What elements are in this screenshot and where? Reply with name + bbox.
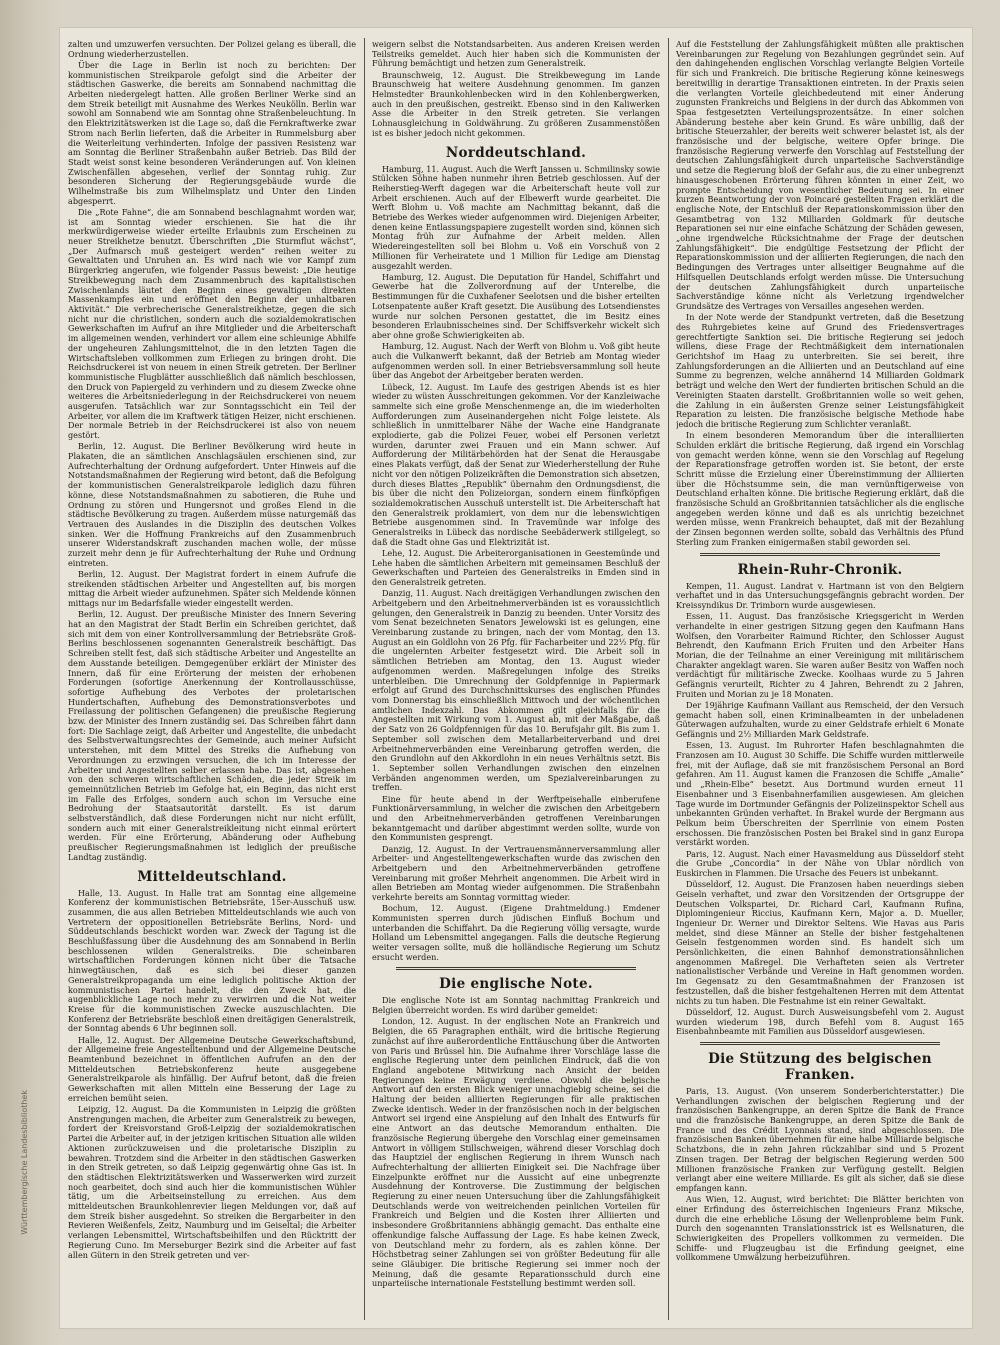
paragraph: Hamburg, 12. August. Die Deputation für Handel, Schiffahrt und Gewerbe hat die Zollverordnung auf der Unterelbe, die Bestimmungen für die Cuxhafener Seelotsen und die bisher erteilten Lotsenpatente außer Kraft gesetzt. Die Ausübung des Lotsendienstes wurde nur solchen Personen gestattet, die im Besitz eines besonderen Erlaubnisscheines sind. Der Schiffsverkehr wickelt sich aber ohne große Schwierigkeiten ab.: [372, 271, 660, 340]
section-heading-englische-note: Die englische Note.: [439, 976, 593, 993]
paragraph: Essen, 13. August. Im Ruhrorter Hafen beschlagnahmten die Franzosen am 10. August 30 Schiffe. Die Schiffe wurden mittlerweile frei, mit der Auflage, daß sie mit französischem Personal an Bord gefahren. Am 11. August kamen die Franzosen die Schiffe „Amalie“ und „Rhein-Elbe“ besetzt. Aus Dortmund wurden erneut 11 Eisenbahner und 3 Eisenbahnerfamilien ausgewiesen. Am gleichen Tage wurde im Dortmunder Gefängnis der Polizeiinspektor Schell aus unbekannten Gründen verhaftet. In Brakel wurde der Bergmann aus Pelkum beim Überschreiten der Sperrlinie von einem Posten erschossen. Die französischen Posten bei Brakel sind in ganz Europa verstärkt worden.: [676, 740, 964, 848]
paragraph: Braunschweig, 12. August. Die Streikbewegung im Lande Braunschweig hat weitere Ausdehnung genommen. Im ganzen Helmstedter Braunkohlenbecken wird in den Kohlenbergwerken, auch in den preußischen, gestreikt. Ebenso sind in den Kaliwerken Asse die Arbeiter in den Streik getreten. Sie verlangen Lohnausgleichung in Goldwährung. Zu größeren Zusammenstößen ist es bisher jedoch nicht gekommen.: [372, 69, 660, 138]
paragraph: Essen, 11. August. Das französische Kriegsgericht in Werden verhandelte in einer gestrigen Sitzung gegen den Kaufmann Hans Wolfsen, den Vorarbeiter Raimund Richter, den Schlosser August Behrendt, den Kaufmann Erich Fruiten und den Arbeiter Hans Morian, die der Teilnahme an einer Vereinigung mit militärischem Charakter angeklagt waren. Sie waren außer Besitz von Waffen noch verdächtigt für militärische Zwecke. Koolhaas wurde zu 5 Jahren Gefängnis verurteilt, Richter zu 4 Jahren, Behrendt zu 2 Jahren, Fruiten und Morian zu je 18 Monaten.: [676, 611, 964, 699]
section-heading-mitteldeutschland: Mitteldeutschland.: [137, 868, 287, 885]
paragraph: weigern selbst die Notstandsarbeiten. Aus anderen Kreisen werden Teilstreiks gemeldet. Auch hier haben sich die Kommunisten der Führung bemächtigt und hetzen zum Generalstreik.: [372, 40, 660, 69]
paragraph: Kempen, 11. August. Landrat v. Hartmann ist von den Belgiern verhaftet und in das Untersuchungsgefängnis gebracht worden. Der Kreissyndikus Dr. Trimborn wurde ausgewiesen.: [676, 580, 964, 610]
paragraph: Berlin, 12. August. Die Berliner Bevölkerung wird heute in Plakaten, die an sämtlichen Anschlagsäulen erschienen sind, zur Aufrechterhaltung der Ordnung aufgefordert. Unter Hinweis auf die Notstandsmaßnahmen der Regierung wird betont, daß die Befolgung der kommunistischen Generalstreikparole lediglich dazu führen könne, diese Notstandsmaßnahmen zu sabotieren, die Ruhe und Ordnung zu stören und Hungersnot und großes Elend in die städtische Bevölkerung zu tragen. Außerdem müsse naturgemäß das Vertrauen des Auslandes in die Disziplin des deutschen Volkes sinken. Wer die Hoffnung Frankreichs auf den Zusammenbruch unserer Widerstandskraft zuschanden machen wolle, der müsse zurzeit mehr denn je für Aufrechterhaltung der Ruhe und Ordnung eintreten.: [68, 441, 356, 568]
paragraph: Der 19jährige Kaufmann Vaillant aus Remscheid, der den Versuch gemacht haben soll, einen Kriminalbeamten in der unbeladenen Güterwagen aufzuhalten, wurde zu einer Geldstrafe erhielt 6 Monate Gefängnis und 2½ Milliarden Mark Geldstrafe.: [676, 700, 964, 740]
newspaper-page: [60, 28, 972, 1328]
section-heading-norddeutschland: Norddeutschland.: [445, 144, 587, 161]
binding-mark: Württembergische Landesbibliothek: [20, 1090, 29, 1235]
paragraph: Berlin, 12. August. Der preußische Minister des Innern Severing hat an den Magistrat der Stadt Berlin ein Schreiben gerichtet, daß sich mit dem von einer Kontrollversammlung der Betriebsräte Groß-Berlins beschlossenen sogenannten Generalstreik beschäftigt. Das Schreiben stellt fest, daß sich städtische Arbeiter und Angestellte an dem Ausstande beteiligen. Demgegenüber erklärt der Minister des Innern, daß für eine Erörterung der meisten der erhobenen Forderungen (sofortige Anerkennung der Kontrollausschüsse, sofortige Aufhebung des Verbotes der proletarischen Hundertschaften, Aufhebung des Demonstrationsverbotes und Freilassung der politischen Gefangenen) die preußische Regierung bzw. der Minister des Innern zuständig sei. Das Schreiben fährt dann fort: Die Sachlage zeigt, daß Arbeiter und Angestellte, die unbedacht des Selbstverwaltungsrechtes der Gemeinde, auch meiner Aufsicht unterstehen, mit dem Mittel des Streiks die Aufhebung von Verordnungen zu erzwingen versuchen, die ich im Interesse der Arbeiter und Angestellten selber erlassen habe. Das ist, abgesehen von den schweren wirtschaftlichen Schäden, die jeder Streik im gemeinnützlichen Betrieb im Gefolge hat, ein Beginn, das nicht erst im Falle des Erfolges, sondern auch schon im Versuche eine Bedrohung der Staatsautorität darstellt. Es ist darum selbstverständlich, daß diese Forderungen nicht nur nicht erfüllt, sondern auch mit einer Generalstreikleitung nicht einmal erörtert werden. Für eine Erörterung, Abänderung oder Aufhebung preußischer Regierungsmaßnahmen ist lediglich der preußische Landtag zuständig.: [68, 609, 356, 862]
paragraph: Lehe, 12. August. Die Arbeiterorganisationen in Geestemünde und Lehe haben die sämtlichen Arbeitern mit gemeinsamen Beschluß der Gewerkschaften und Parteien des Generalstreiks in Emden sind in den Generalstreik getreten.: [372, 547, 660, 588]
paragraph: Düsseldorf, 12. August. Die Franzosen haben neuerdings sieben Geiseln verhaftet, und zwar den Vorsitzenden der Ortsgruppe der Deutschen Volkspartei, Dr. Richard Carl, Kaufmann Rufina, Diplomingenieur Riccius, Kaufmann Kern, Major a. D. Mueller, Ingenieur Dr. Werner und Direktor Seltens. Wie Havas aus Paris meldet, sind diese Männer an Stelle der bisher festgehaltenen Geiseln festgenommen worden sind. Es handelt sich um Persönlichkeiten, die einen Bahnhof demonstrationsähnlichen angenommen Maßregel. Die Verhafteten seien als Vertreter nationalistischer Verbände und Vereine in Haft genommen worden. Im Gegensatz zu den Gesamtmaßnahmen der Franzosen ist festzustellen, daß die bisher festgehaltenen Herren mit dem Attentat nichts zu tun haben. Die Festnahme ist ein reiner Gewaltakt.: [676, 879, 964, 1006]
column-1: [68, 40, 356, 1320]
paragraph: Paris, 13. August. (Von unserem Sonderberichterstatter.) Die Verhandlungen zwischen der belgischen Regierung und der französischen Bankengruppe, an deren Spitze die Bank de France und die französische Bankengruppe, an deren Spitze die Bank de France und des Crédit Lyonnais stand, sind abgeschlossen. Die französischen Banken übernehmen für eine halbe Milliarde belgische Schatzbons, die in zehn Jahren rückzahlbar sind und 5 Prozent Zinsen tragen. Der Betrag der belgischen Regierung werden 500 Millionen französische Franken zur Verfügung gestellt. Belgien verlangt aber eine weitere Milliarde. Es gilt als sicher, daß sie diese empfangen kann.: [676, 1085, 964, 1193]
paragraph: Berlin, 12. August. Der Magistrat fordert in einem Aufrufe die streikenden städtischen Arbeiter und Angestellten auf, bis morgen mittag die Arbeit wieder aufzunehmen. Später sich Meldende können mittags nur im Bedarfsfalle wieder eingestellt werden.: [68, 568, 356, 609]
paragraph: Hamburg, 12. August. Nach der Werft von Blohm u. Voß gibt heute auch die Vulkanwerft bekannt, daß der Betrieb am Montag wieder aufgenommen werden soll. In einer Betriebsversammlung soll heute über das Angebot der Arbeitgeber beraten werden.: [372, 341, 660, 381]
column-rule-right: [668, 38, 669, 1320]
paragraph: Danzig, 11. August. Nach dreitägigen Verhandlungen zwischen den Arbeitgebern und den Arbeitnehmerverbänden ist es voraussichtlich gelungen, den Generalstreik in Danzig zu beenden. Unter Vorsitz des vom Senat bezeichneten Senators Jewelowski ist es gelungen, eine Vereinbarung zustande zu bringen, nach der vom Montag, den 13. August an ein Goldlohn von 26 Pfg. für Facharbeiter und 22½ Pfg. für die ungelernten Arbeiter festgesetzt wird. Die Arbeit soll in sämtlichen Betrieben am Montag, den 13. August wieder aufgenommen werden. Maßregelungen infolge des Streiks unterbleiben. Die Umrechnung der Goldpfennige in Papiermark erfolgt auf Grund des Durchschnittskurses des englischen Pfundes vom Donnerstag bis einschließlich Mittwoch und der wöchentlichen amtlichen Indexzahl. Das Abkommen gilt gleichfalls für die Angestellten mit Wirkung vom 1. August ab, mit der Maßgabe, daß der Satz von 26 Goldpfennigen für das 10. Berufsjahr gilt. Bis zum 1. September soll zwischen dem Metallarbeiterverband und drei Arbeitnehmerverbänden eine Vereinbarung getroffen werden, die den Grundlohn auf den Akkordlohn in ein neues Verhältnis setzt. Bis 1. September sollen Verhandlungen zwischen den einzelnen Verbänden angenommen werden, um Spezialvereinbarungen zu treffen.: [372, 588, 660, 793]
paragraph: Aus Wien, 12. August, wird berichtet: Die Blätter berichten von einer Erfindung des österreichischen Ingenieurs Franz Miksche, durch die eine erhebliche Lösung der Wellenprobleme beim Funk. Durch den sogenannten Translationsstrick ist es Wellsnaturen, die Schwierigkeiten des Propellers vollkommen zu vermeiden. Die Schiffe- und Flugzeugbau ist die Erfindung geeignet, eine vollkommene Umwälzung herbeizuführen.: [676, 1194, 964, 1263]
paragraph: Danzig, 12. August. In der Vertrauensmännerversammlung aller Arbeiter- und Angestelltengewerkschaften wurde das zwischen den Arbeitgebern und den Arbeitnehmerverbänden getroffene Vereinbarung mit großer Mehrheit angenommen. Die Arbeit wird in allen Betrieben am Montag wieder aufgenommen. Die Straßenbahn verkehrte bereits am Sonntag vormittag wieder.: [372, 843, 660, 903]
section-divider: [396, 967, 636, 970]
paragraph: Leipzig, 12. August. Da die Kommunisten in Leipzig die größten Anstrengungen machen, die Arbeiter zum Generalstreik zu bewegen, fordert der Kreisvorstand Groß-Leipzig der sozialdemokratischen Partei die Arbeiter auf, in der jetzigen kritischen Situation alle wilden Aktionen zurückzuweisen und die proletarische Disziplin zu bewahren. Trotzdem sind die Arbeiter in den städtischen Gaswerken in den Streik getreten, so daß Leipzig gegenwärtig ohne Gas ist. In den städtischen Elektrizitätswerken und Wasserwerken wird zurzeit noch gearbeitet, doch sind auch hier die kommunistischen Wühler tätig, um die Arbeitseinstellung zu erreichen. Aus dem mitteldeutschen Braunkohlenrevier liegen Meldungen vor, daß auf dem Streik bisher ausgedehnt. So streiken die Bergarbeiter in den Revieren Weißenfels, Zeitz, Naumburg und im Geiseltal; die Arbeiter verlangen Lebensmittel, Wirtschaftsbeihilfen und den Rücktritt der Regierung Cuno. Im Merseburger Bezirk sind die Arbeiter auf fast allen Gütern in den Streik getreten und ver-: [68, 1104, 356, 1260]
paragraph: Hamburg, 11. August. Auch die Werft Janssen u. Schmilinsky sowie Stülcken Söhne haben nunmehr ihren Betrieb geschlossen. Auf der Reiherstieg-Werft dagegen war die Arbeiterschaft heute voll zur Arbeit erschienen. Auch auf der Elbewerft wurde gearbeitet. Die Werft Blohm u. Voß machte am Nachmittag bekannt, daß die Betriebe des Werkes wieder aufgenommen wird. Diejenigen Arbeiter, denen keine Entlassungspapiere zugestellt worden sind, können sich Montag früh zur Aufnahme der Arbeit melden. Allen Wiedereingestellten soll bei Blohm u. Voß ein Vorschuß von 2 Millionen für Verheiratete und 1 Million für Ledige am Dienstag ausgezahlt werden.: [372, 163, 660, 271]
column-2: [372, 40, 660, 1320]
paragraph: Die „Rote Fahne“, die am Sonnabend beschlagnahmt worden war, ist am Sonntag wieder erschienen. Sie hat die ihr merkwürdigerweise wieder erteilte Erlaubnis zum Erscheinen zu neuer Streikhetze benutzt. Überschriften „Die Sturmflut wächst“, „Der Aufmarsch muß gesteigert werden“ reihen weiter zu Gewalttaten und Unruhen an. Es wird nach wie vor Kampf zum Bürgerkrieg angerufen, wie folgender Passus beweist: „Die heutige Streikbewegung nach dem Zusammenbruch des kapitalistischen Zwischenlands läutet den Beginn eines gewaltigen direkten Massenkampfes ein und eröffnet den Beginn der unhaltbaren Aktivität.“ Die verbrecherische Generalstreikhetze, gegen die sich nicht nur die christlichen, sondern auch die sozialdemokratischen Gewerkschaften im Aufruf an ihre Mitglieder und die Arbeiterschaft im allgemeinen wenden, verhindert vor allem eine schleunige Abhilfe der ungeheuren Zahlungsmittelnot, die in den letzten Tagen die Wirtschaftsleben vollkommen zum Erliegen zu bringen droht. Die Reichsdruckerei ist von neuem in einen Streik getreten. Der Berliner kommunistische Flugblätter ausschließlich daß nämlich beschlossen, den Druck von Papiergeld zu verhindern und zu diesem Zwecke ohne weiteres die Arbeitsniederlegung in der Reichsdruckerei von neuem ausgerufen. Tatsächlich war zur Sonntagsschicht ein Teil der Arbeiter, vor allem die im Kraftwerk tätigen Heizer, nicht erschienen. Der normale Betrieb in der Reichsdruckerei ist also von neuem gestört.: [68, 206, 356, 441]
paragraph: Die englische Note ist am Sonntag nachmittag Frankreich und Belgien überreicht worden. Es wird darüber gemeldet:: [372, 995, 660, 1016]
section-heading-rhein-ruhr-chronik: Rhein-Ruhr-Chronik.: [737, 561, 903, 578]
paragraph: Über die Lage in Berlin ist noch zu berichten: Der kommunistischen Streikparole gefolgt sind die Arbeiter der städtischen Gaswerke, die bereits am Sonnabend nachmittag die Arbeiten niedergelegt hatten. Alle großen Berliner Werke sind an dem Streik beteiligt mit Ausnahme des Werkes Neukölln. Berlin war sowohl am Sonnabend wie am Sonntag ohne Straßenbeleuchtung. In den Elektrizitätswerken ist die Lage so, daß die Fernkraftwerke zwar Strom nach Berlin lieferten, daß die Arbeiter in Rummelsburg aber die Weiterleitung verhinderten. Infolge der passiven Resistenz war am Sonntag die Berliner Straßenbahn außer Betrieb. Das Bild der Stadt weist sonst keine besonderen Veränderungen auf. Von kleinen Zwischenfällen abgesehen, verlief der Sonntag ruhig. Zur besonderen Sicherung der Regierungsgebäude wurde die Wilhelmstraße bis zum Wilhelmsplatz und Unter den Linden abgesperrt.: [68, 59, 356, 206]
section-divider: [700, 1042, 940, 1045]
paragraph: zalten und umzuwerfen versuchten. Der Polizei gelang es überall, die Ordnung wiederherzustellen.: [68, 40, 356, 59]
paragraph: Auf die Feststellung der Zahlungsfähigkeit müßten alle praktischen Vereinbarungen zur Regelung von Bezahlungen gegründet sein. Auf den dahingehenden englischen Vorschlag verlangte Belgien Vorteile für sich und Frankreich. Die britische Regierung könne keineswegs bereitwillig in derartige Transaktionen eintreten. In der Praxis seien die verlangten Vorteile gleichbedeutend mit einer Änderung zugunsten Frankreichs und Belgiens in der durch das Abkommen von Spaa festgesetzten Verteilungsprozentsätze. In einer solchen Abänderung bestehe aber kein Grund. Es wäre unbillig, daß der britische Steuerzahler, der bereits weit schwerer belastet ist, als der französische und der belgische, weitere Opfer bringe. Die französische Regierung verwerfe den Vorschlag auf Feststellung der deutschen Zahlungsfähigkeit durch unparteiische Sachverständige und setze die Regierung bloß der Gefahr aus, die zu einer unbegrenzt hinausgeschobenen Erörterung führen könnten in einer Zeit, wo prompte Entscheidung von wesentlicher Bedeutung sei. In einer kurzen Beantwortung der von Poincaré gestellten Fragen erklärt die englische Note, der Entschluß der Reparationskommission über den Gesamtbetrag von 132 Milliarden Goldmark für deutsche Reparationen sei nur eine einfache Schätzung der Schäden gewesen, „ohne irgendwelche Rücksichtnahme der Frage der deutschen Zahlungsfähigkeit“. Die endgültige Festsetzung der Pflicht der Reparationskommission und der alliierten Regierungen, die nach den Bedingungen des Vertrages unter allseitiger Beugnahme auf die Hilfsquellen Deutschlands erfolgt werden müsse. Die Untersuchung der deutschen Zahlungsfähigkeit durch unparteiische Sachverständige könne nicht als Verletzung irgendwelcher Grundsätze des Vertrages von Versailles angesehen werden.: [676, 40, 964, 311]
paragraph: Halle, 12. August. Der Allgemeine Deutsche Gewerkschaftsbund, der Allgemeine freie Angestelltenbund und der Allgemeine Deutsche Beamtenbund bezeichnet in öffentlichen Aufrufen an den der Mitteldeutschen Betriebskonferenz heute ausgegebene Generalstreikparole als hinfällig. Der Aufruf betont, daß die freien Gewerkschaften mit allen Mitteln eine Besserung der Lage zu erreichen bemüht seien.: [68, 1034, 356, 1103]
paragraph: Halle, 13. August. In Halle trat am Sonntag eine allgemeine Konferenz der kommunistischen Betriebsräte, 15er-Ausschuß usw. zusammen, die aus allen Betrieben Mitteldeutschlands wie auch von Vertretern der oppositionellen Betriebsräte Berlins, Nord- und Süddeutschlands beschickt worden war. Zweck der Tagung ist die Beschlußfassung über die Ausdehnung des am Sonnabend in Berlin beschlossenen wilden Generalstreiks. Die scheinbaren wirtschaftlichen Forderungen können nicht über die Tatsache hinwegtäuschen, daß es sich bei dieser ganzen Generalstreikpropaganda um eine lediglich politische Aktion der kommunistischen Partei handelt, die den Zweck hat, die augenblickliche Lage noch mehr zu verwirren und die Not weiter Kreise für die kommunistischen Zwecke auszuschlachten. Die Konferenz der Betriebsräte beschloß einen dreitägigen Generalstreik, der Sonntag abends 6 Uhr beginnen soll.: [68, 887, 356, 1034]
section-heading-belgischer-franken: Die Stützung des belgischen Franken.: [708, 1050, 932, 1083]
paragraph: Eine für heute abend in der Werftpeisehalle einberufene Funktionärversammlung, in welcher die zwischen den Arbeitgebern und den Arbeitnehmerverbänden getroffenen Vereinbarungen bekanntgemacht und darüber abgestimmt werden sollte, wurde von den Kommunisten gesprengt.: [372, 793, 660, 843]
binding-edge: [0, 0, 60, 1345]
paragraph: Lübeck, 12. August. Im Laufe des gestrigen Abends ist es hier wieder zu wüsten Ausschreitungen gekommen. Vor der Kanzleiwache sammelte sich eine große Menschenmenge an, die im wiederholten Aufforderungen zum Auseinandergehen nicht Folge leistete. Als schließlich in unmittelbarer Nähe der Wache eine Handgranate explodierte, gab die Polizei Feuer, wobei elf Personen verletzt wurden, darunter zwei Frauen und ein Mann schwer. Auf Aufforderung der Militärbehörden hat der Senat die Herausgabe eines Plakats verfügt, daß der Senat zur Wiederherstellung der Ruhe nicht vor den nötigen Polizeikräften die Demonstration sich absetzen, durch dieses Blattes „Republik“ übernahm den Ordnungsdienst, die bis über die nicht den Polizeiorgan, sondern einem fünfköpfigen sozialdemokratischen Ausschuß unterstellt ist. Die Arbeiterschaft hat den Generalstreik proklamiert, von dem nur die lebenswichtigen Betriebe ausgenommen sind. In Travemünde war infolge des Generalstreiks in Lübeck das nordische Seebäderwerk stillgelegt, so daß die Stadt ohne Gas und Elektrizität ist.: [372, 381, 660, 547]
paragraph: Düsseldorf, 12. August. Durch Ausweisungsbefehl vom 2. August wurden wiederum 198, durch Befehl vom 8. August 165 Eisenbahnbeamte mit Familien aus Düsseldorf ausgewiesen.: [676, 1006, 964, 1037]
paragraph: In der Note werde der Standpunkt vertreten, daß die Besetzung des Ruhrgebietes keine auf Grund des Friedensvertrages gerechtfertigte Sanktion sei. Die britische Regierung sei jedoch willens, diese Frage der Rechtmäßigkeit dem internationalen Gerichtshof im Haag zu unterbreiten. Sie sei bereit, ihre Zahlungsforderungen an die Alliierten und an Deutschland auf eine Summe zu begrenzen, welche annähernd 14 Milliarden Goldmark beträgt und welche den Wert der fundierten britischen Schuld an die Vereinigten Staaten darstellt. Großbritannien wolle so weit gehen, die Zahlung in ein äußersten Grenze seiner Leistungsfähigkeit Reparation zu leisten. Die französische belgische Methode habe jedoch die britische Regierung zum Schlichter veranlaßt.: [676, 312, 964, 429]
paragraph: Bochum, 12. August. (Eigene Drahtmeldung.) Emdener Kommunisten sperren durch jüdischen Einfluß Bochum und unterbanden die Schiffahrt. Da die Regierung völlig versagte, wurde Holland um Lebensmittel angegangen. Falls die deutsche Regierung weiter versagen sollte, muß die holländische Regierung um Schutz ersucht werden.: [372, 903, 660, 962]
paragraph: London, 12. August. In der englischen Note an Frankreich und Belgien, die 65 Paragraphen enthält, wird die britische Regierung zunächst auf ihre außerordentliche Enttäuschung über die Antworten von Paris und Brüssel hin. Die Aufnahme ihrer Vorschläge lasse die englische Regierung unter dem peinlichen Eindruck, daß die von England angebotene Mitwirkung nach Ansicht der beiden Regierungen keine Erwägung verdiene. Obwohl die belgische Antwort auf den ersten Blick weniger unnachgiebig scheine, sei die Haltung der beiden alliierten Regierungen für alle praktischen Zwecke identisch. Weder in der französischen noch in der belgischen Antwort sei irgend eine Anspielung auf den Inhalt des Entwurfs für eine Antwort an das deutsche Memorandum enthalten. Die französische Regierung übergehe den Vorschlag einer gemeinsamen Antwort in völligem Stillschweigen, während dieser Vorschlag doch das Hauptziel der englischen Regierung in ihrem Wunsch nach Aufrechterhaltung der alliierten Einigkeit sei. Die Nachfrage über Einzelpunkte eröffnet nur die Aussicht auf eine unbegrenzte Ausdehnung der Kontroverse. Die Zustimmung der belgischen Regierung zu einer neuen Untersuchung über die Zahlungsfähigkeit Deutschlands werde von weitreichenden peinlichen Vorteilen für Frankreich und Belgien und die Kosten ihrer Alliierten und insbesondere Großbritanniens abhängig gemacht. Das enthalte eine offenkundige falsche Auffassung der Lage. Es habe keinen Zweck, von Deutschland mehr zu fordern, als es zahlen könne. Der Höchstbetrag seiner Zahlungen sei von größter Bedeutung für alle seine Gläubiger. Die britische Regierung sei immer noch der Meinung, daß die gesamte Reparationsschuld durch eine unparteiische internationale Feststellung bestimmt werden soll.: [372, 1016, 660, 1289]
paragraph: In einem besonderen Memorandum über die interalliierten Schulden erklärt die britische Regierung, daß irgend ein Vorschlag von gemacht werden könne, wenn sie den Vorschlag auf Regelung der Reparationsfrage getroffen worden ist. Sie betont, der erste Schritt müsse die Erzielung einer Übereinstimmung der Alliierten über die Höchstsumme sein, die man vernünftigerweise von Deutschland erhalten könne. Die britische Regierung erklärt, daß die französische Schuld an Großbritannien tatsächlicher als die englische angegeben werden könne und daß es als unrichtig bezeichnet werden müsse, wenn Frankreich behauptet, daß mit der Bezahlung der Zinsen begonnen werden sollte, sobald das Verhältnis des Pfund Sterling zum Franken einigermaßen stabil geworden sei.: [676, 430, 964, 547]
column-rule-left: [364, 38, 365, 1320]
paragraph: Paris, 12. August. Nach einer Havasmeldung aus Düsseldorf steht die Grube „Concordia“ in der Nähe von Ublar nördlich von Euskirchen in Flammen. Die Ursache des Feuers ist unbekannt.: [676, 848, 964, 878]
column-3: [676, 40, 964, 1320]
section-divider: [700, 553, 940, 556]
